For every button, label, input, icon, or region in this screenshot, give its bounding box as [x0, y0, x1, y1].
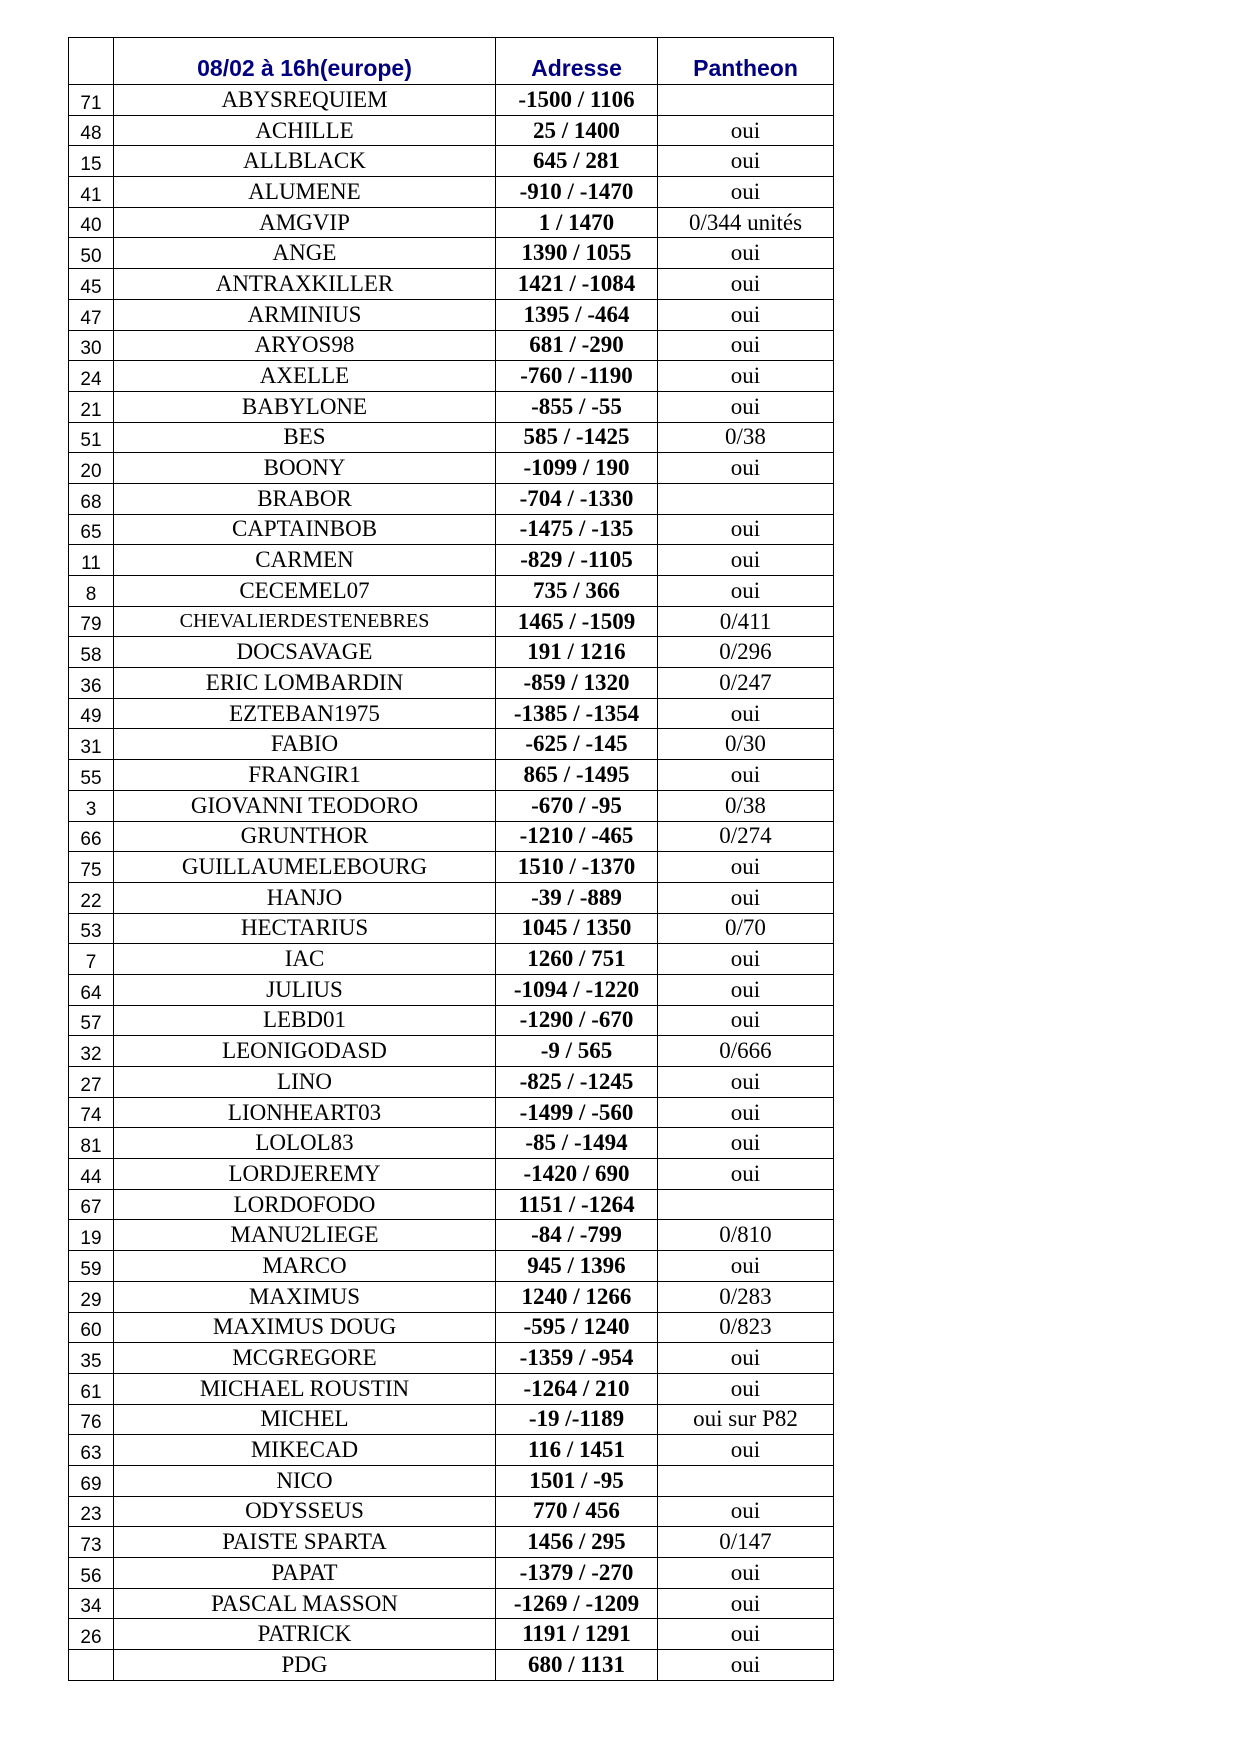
pantheon-cell: oui: [658, 760, 834, 791]
address-cell: -84 / -799: [496, 1220, 658, 1251]
table-row: [69, 974, 834, 1005]
table-row: [69, 1097, 834, 1128]
address-cell: -85 / -1494: [496, 1128, 658, 1159]
row-number-cell: 81: [69, 1128, 114, 1159]
player-name-cell: FABIO: [114, 729, 496, 760]
pantheon-cell: oui: [658, 1343, 834, 1374]
player-name-cell: LEONIGODASD: [114, 1036, 496, 1067]
address-cell: 865 / -1495: [496, 760, 658, 791]
row-number-cell: 23: [69, 1496, 114, 1527]
row-number-cell: 50: [69, 238, 114, 269]
table-row: [69, 330, 834, 361]
table-row: [69, 729, 834, 760]
pantheon-cell: 0/411: [658, 606, 834, 637]
pantheon-cell: oui: [658, 330, 834, 361]
table-row: [69, 913, 834, 944]
player-name-cell: CAPTAINBOB: [114, 514, 496, 545]
pantheon-cell: 0/344 unités: [658, 207, 834, 238]
address-cell: -1359 / -954: [496, 1343, 658, 1374]
row-number-cell: 30: [69, 330, 114, 361]
player-name-cell: NICO: [114, 1465, 496, 1496]
table-row: [69, 1373, 834, 1404]
row-number-cell: 45: [69, 269, 114, 300]
player-name-cell: CECEMEL07: [114, 576, 496, 607]
pantheon-cell: oui: [658, 1588, 834, 1619]
player-name-cell: PATRICK: [114, 1619, 496, 1650]
pantheon-cell: oui: [658, 1558, 834, 1589]
table-row: [69, 637, 834, 668]
row-number-cell: 32: [69, 1036, 114, 1067]
address-cell: -625 / -145: [496, 729, 658, 760]
pantheon-cell: oui: [658, 882, 834, 913]
table-row: [69, 576, 834, 607]
table-row: [69, 1005, 834, 1036]
table-row: [69, 483, 834, 514]
pantheon-cell: oui sur P82: [658, 1404, 834, 1435]
table-row: [69, 1404, 834, 1435]
address-cell: -39 / -889: [496, 882, 658, 913]
address-cell: 735 / 366: [496, 576, 658, 607]
table-row: [69, 1435, 834, 1466]
row-number-cell: 29: [69, 1281, 114, 1312]
pantheon-cell: oui: [658, 1097, 834, 1128]
table-row: [69, 1650, 834, 1681]
table-row: [69, 115, 834, 146]
address-cell: -859 / 1320: [496, 668, 658, 699]
player-name-cell: PDG: [114, 1650, 496, 1681]
player-name-cell: AMGVIP: [114, 207, 496, 238]
pantheon-cell: oui: [658, 1005, 834, 1036]
pantheon-cell: 0/283: [658, 1281, 834, 1312]
address-cell: 1510 / -1370: [496, 852, 658, 883]
player-name-cell: JULIUS: [114, 974, 496, 1005]
player-name-cell: ALLBLACK: [114, 146, 496, 177]
pantheon-cell: 0/666: [658, 1036, 834, 1067]
pantheon-cell: [658, 483, 834, 514]
table-row: [69, 1496, 834, 1527]
row-number-cell: 22: [69, 882, 114, 913]
player-name-cell: EZTEBAN1975: [114, 698, 496, 729]
player-name-cell: BES: [114, 422, 496, 453]
pantheon-cell: oui: [658, 269, 834, 300]
header-number: [69, 38, 114, 85]
player-name-cell: LORDJEREMY: [114, 1159, 496, 1190]
pantheon-cell: oui: [658, 299, 834, 330]
address-cell: 1240 / 1266: [496, 1281, 658, 1312]
address-cell: 1260 / 751: [496, 944, 658, 975]
address-cell: -670 / -95: [496, 790, 658, 821]
player-name-cell: MICHEL: [114, 1404, 496, 1435]
table-row: [69, 1465, 834, 1496]
row-number-cell: 67: [69, 1189, 114, 1220]
address-cell: 1 / 1470: [496, 207, 658, 238]
address-cell: -1379 / -270: [496, 1558, 658, 1589]
player-name-cell: ODYSSEUS: [114, 1496, 496, 1527]
pantheon-cell: oui: [658, 1435, 834, 1466]
row-number-cell: 21: [69, 391, 114, 422]
address-cell: -1499 / -560: [496, 1097, 658, 1128]
table-row: [69, 422, 834, 453]
pantheon-cell: oui: [658, 1067, 834, 1098]
table-row: [69, 790, 834, 821]
row-number-cell: 36: [69, 668, 114, 699]
player-name-cell: PAPAT: [114, 1558, 496, 1589]
player-name-cell: MANU2LIEGE: [114, 1220, 496, 1251]
row-number-cell: 53: [69, 913, 114, 944]
pantheon-cell: oui: [658, 1619, 834, 1650]
player-name-cell: PASCAL MASSON: [114, 1588, 496, 1619]
address-cell: -825 / -1245: [496, 1067, 658, 1098]
table-row: [69, 514, 834, 545]
address-cell: 680 / 1131: [496, 1650, 658, 1681]
address-cell: -1500 / 1106: [496, 85, 658, 116]
address-cell: -855 / -55: [496, 391, 658, 422]
address-cell: 1456 / 295: [496, 1527, 658, 1558]
table-row: [69, 1619, 834, 1650]
address-cell: 645 / 281: [496, 146, 658, 177]
address-cell: -910 / -1470: [496, 177, 658, 208]
player-name-cell: LINO: [114, 1067, 496, 1098]
player-name-cell: ARMINIUS: [114, 299, 496, 330]
address-cell: 585 / -1425: [496, 422, 658, 453]
row-number-cell: [69, 1650, 114, 1681]
address-cell: 116 / 1451: [496, 1435, 658, 1466]
address-cell: -9 / 565: [496, 1036, 658, 1067]
pantheon-cell: oui: [658, 1496, 834, 1527]
player-address-table: [68, 37, 834, 1681]
player-name-cell: HANJO: [114, 882, 496, 913]
header-pantheon: Pantheon: [658, 38, 834, 85]
table-row: [69, 177, 834, 208]
table-row: [69, 299, 834, 330]
player-name-cell: MICHAEL ROUSTIN: [114, 1373, 496, 1404]
player-name-cell: ANTRAXKILLER: [114, 269, 496, 300]
address-cell: -1290 / -670: [496, 1005, 658, 1036]
pantheon-cell: 0/38: [658, 790, 834, 821]
player-name-cell: LORDOFODO: [114, 1189, 496, 1220]
table-row: [69, 1281, 834, 1312]
table-row: [69, 1189, 834, 1220]
pantheon-cell: oui: [658, 698, 834, 729]
table-header: [69, 38, 834, 85]
table-row: [69, 606, 834, 637]
pantheon-cell: 0/810: [658, 1220, 834, 1251]
row-number-cell: 47: [69, 299, 114, 330]
row-number-cell: 7: [69, 944, 114, 975]
player-name-cell: ARYOS98: [114, 330, 496, 361]
table-row: [69, 1159, 834, 1190]
table-row: [69, 453, 834, 484]
table-row: [69, 545, 834, 576]
address-cell: 191 / 1216: [496, 637, 658, 668]
table-row: [69, 1343, 834, 1374]
row-number-cell: 49: [69, 698, 114, 729]
player-name-cell: ALUMENE: [114, 177, 496, 208]
row-number-cell: 8: [69, 576, 114, 607]
table-row: [69, 1067, 834, 1098]
table-row: [69, 821, 834, 852]
row-number-cell: 24: [69, 361, 114, 392]
player-name-cell: GRUNTHOR: [114, 821, 496, 852]
player-name-cell: MAXIMUS: [114, 1281, 496, 1312]
row-number-cell: 64: [69, 974, 114, 1005]
pantheon-cell: 0/147: [658, 1527, 834, 1558]
player-name-cell: MCGREGORE: [114, 1343, 496, 1374]
row-number-cell: 31: [69, 729, 114, 760]
player-name-cell: DOCSAVAGE: [114, 637, 496, 668]
address-cell: -829 / -1105: [496, 545, 658, 576]
pantheon-cell: oui: [658, 1373, 834, 1404]
header-name-date: 08/02 à 16h(europe): [114, 38, 496, 85]
player-name-cell: LIONHEART03: [114, 1097, 496, 1128]
player-name-cell: CHEVALIERDESTENEBRES: [114, 606, 496, 637]
row-number-cell: 73: [69, 1527, 114, 1558]
address-cell: -595 / 1240: [496, 1312, 658, 1343]
address-cell: -1475 / -135: [496, 514, 658, 545]
table-row: [69, 1220, 834, 1251]
row-number-cell: 20: [69, 453, 114, 484]
pantheon-cell: oui: [658, 576, 834, 607]
pantheon-cell: oui: [658, 1251, 834, 1282]
address-cell: -1264 / 210: [496, 1373, 658, 1404]
table-row: [69, 944, 834, 975]
table-row: [69, 698, 834, 729]
row-number-cell: 41: [69, 177, 114, 208]
row-number-cell: 79: [69, 606, 114, 637]
player-name-cell: ERIC LOMBARDIN: [114, 668, 496, 699]
address-cell: 1465 / -1509: [496, 606, 658, 637]
table-row: [69, 238, 834, 269]
player-name-cell: GIOVANNI TEODORO: [114, 790, 496, 821]
row-number-cell: 11: [69, 545, 114, 576]
row-number-cell: 3: [69, 790, 114, 821]
player-name-cell: IAC: [114, 944, 496, 975]
table-row: [69, 1128, 834, 1159]
row-number-cell: 75: [69, 852, 114, 883]
address-cell: -1099 / 190: [496, 453, 658, 484]
row-number-cell: 68: [69, 483, 114, 514]
table-row: [69, 760, 834, 791]
row-number-cell: 74: [69, 1097, 114, 1128]
row-number-cell: 19: [69, 1220, 114, 1251]
address-cell: -1385 / -1354: [496, 698, 658, 729]
table-row: [69, 207, 834, 238]
player-name-cell: PAISTE SPARTA: [114, 1527, 496, 1558]
player-name-cell: MARCO: [114, 1251, 496, 1282]
row-number-cell: 15: [69, 146, 114, 177]
row-number-cell: 65: [69, 514, 114, 545]
player-name-cell: HECTARIUS: [114, 913, 496, 944]
player-name-cell: MIKECAD: [114, 1435, 496, 1466]
address-cell: -1269 / -1209: [496, 1588, 658, 1619]
row-number-cell: 26: [69, 1619, 114, 1650]
pantheon-cell: 0/274: [658, 821, 834, 852]
table-row: [69, 1527, 834, 1558]
pantheon-cell: [658, 1465, 834, 1496]
pantheon-cell: 0/38: [658, 422, 834, 453]
address-cell: 1191 / 1291: [496, 1619, 658, 1650]
row-number-cell: 56: [69, 1558, 114, 1589]
row-number-cell: 57: [69, 1005, 114, 1036]
row-number-cell: 61: [69, 1373, 114, 1404]
row-number-cell: 58: [69, 637, 114, 668]
player-name-cell: LOLOL83: [114, 1128, 496, 1159]
table-row: [69, 361, 834, 392]
pantheon-cell: oui: [658, 177, 834, 208]
row-number-cell: 69: [69, 1465, 114, 1496]
pantheon-cell: oui: [658, 361, 834, 392]
pantheon-cell: oui: [658, 391, 834, 422]
address-cell: 25 / 1400: [496, 115, 658, 146]
address-cell: 1421 / -1084: [496, 269, 658, 300]
row-number-cell: 35: [69, 1343, 114, 1374]
row-number-cell: 63: [69, 1435, 114, 1466]
table-row: [69, 882, 834, 913]
row-number-cell: 27: [69, 1067, 114, 1098]
row-number-cell: 71: [69, 85, 114, 116]
player-name-cell: ACHILLE: [114, 115, 496, 146]
player-name-cell: FRANGIR1: [114, 760, 496, 791]
address-cell: -1210 / -465: [496, 821, 658, 852]
header-row: [69, 38, 834, 85]
pantheon-cell: oui: [658, 852, 834, 883]
pantheon-cell: 0/823: [658, 1312, 834, 1343]
address-cell: 681 / -290: [496, 330, 658, 361]
address-cell: -19 /-1189: [496, 1404, 658, 1435]
address-cell: 1395 / -464: [496, 299, 658, 330]
player-name-cell: GUILLAUMELEBOURG: [114, 852, 496, 883]
row-number-cell: 51: [69, 422, 114, 453]
address-cell: 1390 / 1055: [496, 238, 658, 269]
table-row: [69, 668, 834, 699]
row-number-cell: 34: [69, 1588, 114, 1619]
row-number-cell: 48: [69, 115, 114, 146]
pantheon-cell: 0/296: [658, 637, 834, 668]
row-number-cell: 60: [69, 1312, 114, 1343]
pantheon-cell: oui: [658, 545, 834, 576]
pantheon-cell: oui: [658, 115, 834, 146]
address-cell: -1094 / -1220: [496, 974, 658, 1005]
address-cell: 1501 / -95: [496, 1465, 658, 1496]
table-row: [69, 1251, 834, 1282]
address-cell: 1045 / 1350: [496, 913, 658, 944]
header-address: Adresse: [496, 38, 658, 85]
pantheon-cell: oui: [658, 514, 834, 545]
address-cell: -1420 / 690: [496, 1159, 658, 1190]
pantheon-cell: [658, 85, 834, 116]
table-row: [69, 1558, 834, 1589]
address-cell: 770 / 456: [496, 1496, 658, 1527]
player-name-cell: BRABOR: [114, 483, 496, 514]
player-name-cell: LEBD01: [114, 1005, 496, 1036]
pantheon-cell: oui: [658, 1128, 834, 1159]
table-row: [69, 1588, 834, 1619]
player-name-cell: BOONY: [114, 453, 496, 484]
address-cell: -704 / -1330: [496, 483, 658, 514]
row-number-cell: 40: [69, 207, 114, 238]
pantheon-cell: 0/70: [658, 913, 834, 944]
row-number-cell: 76: [69, 1404, 114, 1435]
pantheon-cell: oui: [658, 146, 834, 177]
table-row: [69, 1036, 834, 1067]
player-name-cell: MAXIMUS DOUG: [114, 1312, 496, 1343]
address-cell: 945 / 1396: [496, 1251, 658, 1282]
pantheon-cell: oui: [658, 1650, 834, 1681]
pantheon-cell: oui: [658, 238, 834, 269]
table-row: [69, 391, 834, 422]
pantheon-cell: oui: [658, 453, 834, 484]
pantheon-cell: oui: [658, 944, 834, 975]
pantheon-cell: oui: [658, 1159, 834, 1190]
table-row: [69, 146, 834, 177]
player-name-cell: BABYLONE: [114, 391, 496, 422]
table-row: [69, 269, 834, 300]
row-number-cell: 66: [69, 821, 114, 852]
pantheon-cell: [658, 1189, 834, 1220]
player-name-cell: ABYSREQUIEM: [114, 85, 496, 116]
table-row: [69, 85, 834, 116]
address-cell: -760 / -1190: [496, 361, 658, 392]
pantheon-cell: oui: [658, 974, 834, 1005]
table-row: [69, 852, 834, 883]
row-number-cell: 44: [69, 1159, 114, 1190]
player-name-cell: AXELLE: [114, 361, 496, 392]
player-name-cell: ANGE: [114, 238, 496, 269]
address-cell: 1151 / -1264: [496, 1189, 658, 1220]
table-body: [69, 85, 834, 1681]
pantheon-cell: 0/30: [658, 729, 834, 760]
row-number-cell: 59: [69, 1251, 114, 1282]
row-number-cell: 55: [69, 760, 114, 791]
table-row: [69, 1312, 834, 1343]
player-name-cell: CARMEN: [114, 545, 496, 576]
pantheon-cell: 0/247: [658, 668, 834, 699]
